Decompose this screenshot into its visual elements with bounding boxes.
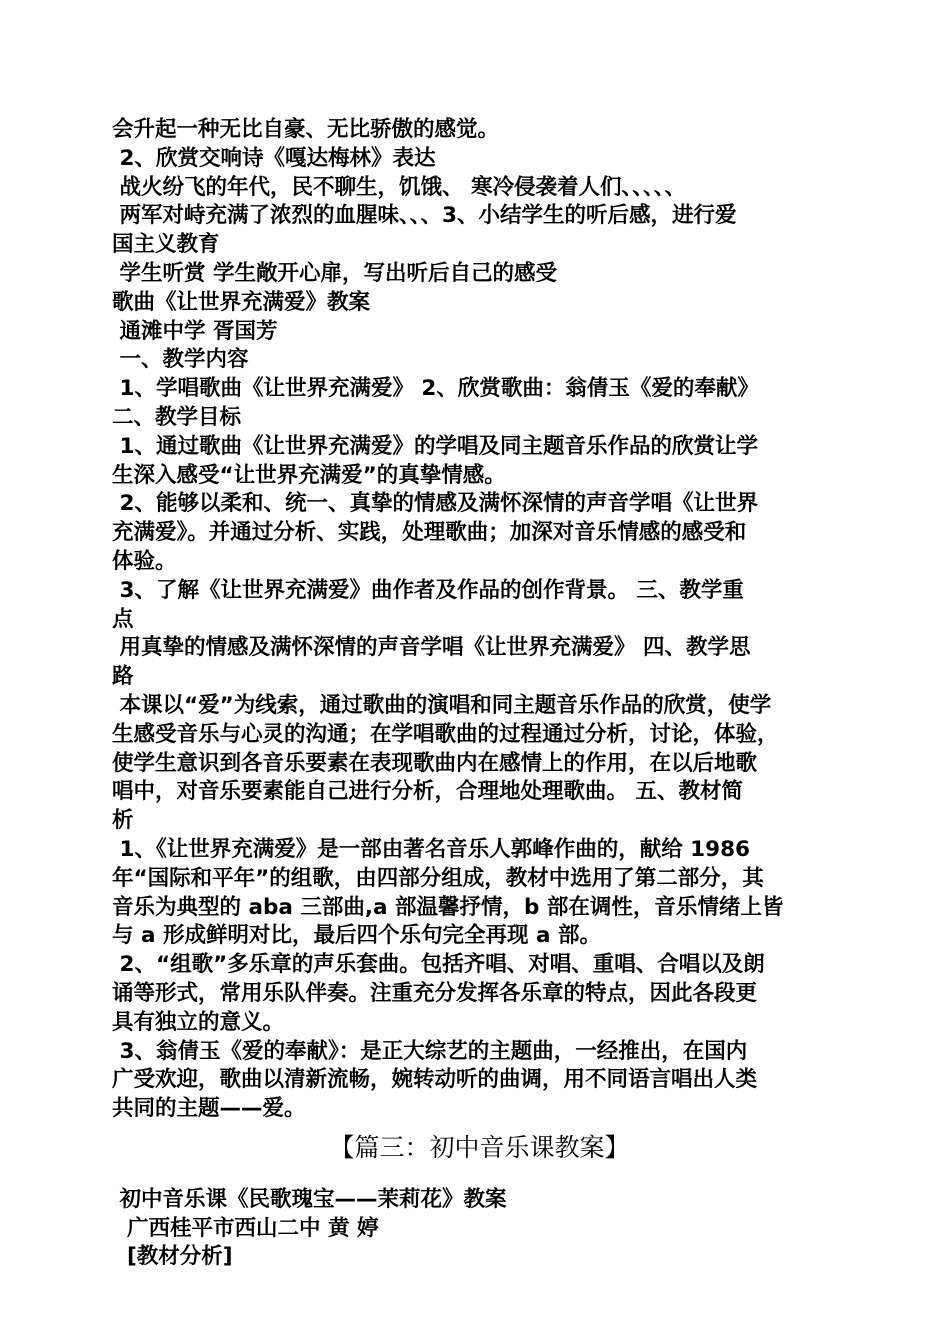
text-line: 年“国际和平年”的组歌，由四部分组成，教材中选用了第二部分，其	[112, 865, 764, 891]
text-line: 通滩中学 胥国芳	[112, 318, 278, 344]
text-line: 2、“组歌”多乐章的声乐套曲。包括齐唱、对唱、重唱、合唱以及朗	[112, 952, 765, 978]
text-line: 充满爱》。并通过分析、实践，处理歌曲；加深对音乐情感的感受和	[112, 520, 747, 546]
text-line: 共同的主题——爱。	[112, 1096, 306, 1122]
text-line: 1、《让世界充满爱》是一部由著名音乐人郭峰作曲的，献给 1986	[112, 836, 751, 862]
text-line: 战火纷飞的年代，民不聊生，饥饿、 寒冷侵袭着人们、、、、、	[112, 174, 686, 200]
text-line: 广西桂平市西山二中 黄 婷	[112, 1215, 379, 1241]
text-line: 路	[112, 664, 134, 690]
text-line: 诵等形式，常用乐队伴奏。注重充分发挥各乐章的特点，因此各段更	[112, 980, 758, 1006]
text-line: 唱中，对音乐要素能自己进行分析，合理地处理歌曲。 五、教材简	[112, 779, 743, 805]
text-line: 与 a 形成鲜明对比，最后四个乐句完全再现 a 部。	[112, 923, 601, 949]
text-line: 体验。	[112, 548, 177, 574]
text-line: 生深入感受“让世界充满爱”的真挚情感。	[112, 462, 506, 488]
section-heading: 【篇三：初中音乐课教案】	[329, 1132, 630, 1162]
text-block-part1	[112, 116, 847, 1124]
text-line: 具有独立的意义。	[112, 1009, 285, 1035]
text-line: 用真挚的情感及满怀深情的声音学唱《让世界充满爱》 四、教学思	[112, 635, 751, 661]
text-line: 会升起一种无比自豪、无比骄傲的感觉。	[112, 117, 500, 142]
text-line: 学生听赏 学生敞开心扉，写出听后自己的感受	[112, 260, 557, 286]
text-line: 2、能够以柔和、统一、真挚的情感及满怀深情的声音学唱《让世界	[112, 491, 758, 517]
text-line: 二、教学目标	[112, 404, 242, 430]
text-line: 3、翁倩玉《爱的奉献》：是正大综艺的主题曲，一经推出，在国内	[112, 1038, 748, 1064]
text-line: 生感受音乐与心灵的沟通；在学唱歌曲的过程通过分析，讨论，体验，	[112, 721, 779, 747]
text-line: 使学生意识到各音乐要素在表现歌曲内在感情上的作用，在以后地歌	[112, 750, 758, 776]
text-line: 点	[112, 606, 134, 632]
text-line: 国主义教育	[112, 232, 220, 258]
text-line: 1、学唱歌曲《让世界充满爱》 2、欣赏歌曲：翁倩玉《爱的奉献》	[112, 376, 759, 402]
text-line: 广受欢迎，歌曲以清新流畅，婉转动听的曲调，用不同语言唱出人类	[112, 1067, 758, 1093]
text-line: 音乐为典型的 aba 三部曲,a 部温馨抒情，b 部在调性，音乐情绪上皆	[112, 894, 784, 920]
text-line: 一、教学内容	[112, 347, 249, 373]
text-line: 歌曲《让世界充满爱》教案	[112, 289, 371, 315]
text-line: 2、欣赏交响诗《嘎达梅林》表达	[112, 145, 436, 171]
text-line: 1、通过歌曲《让世界充满爱》的学唱及同主题音乐作品的欣赏让学	[112, 433, 758, 459]
text-line: 本课以“爱”为线索，通过歌曲的演唱和同主题音乐作品的欣赏，使学	[112, 692, 772, 718]
text-line: [教材分析]	[112, 1244, 233, 1270]
text-line: 析	[112, 808, 134, 834]
text-line: 初中音乐课《民歌瑰宝——茉莉花》教案	[112, 1186, 507, 1212]
document-body	[112, 116, 847, 1272]
text-line: 3、了解《让世界充满爱》曲作者及作品的创作背景。 三、教学重	[112, 577, 744, 603]
text-line: 两军对峙充满了浓烈的血腥味、、、3、小结学生的听后感，进行爱	[112, 203, 737, 229]
text-block-part2	[112, 1186, 847, 1272]
